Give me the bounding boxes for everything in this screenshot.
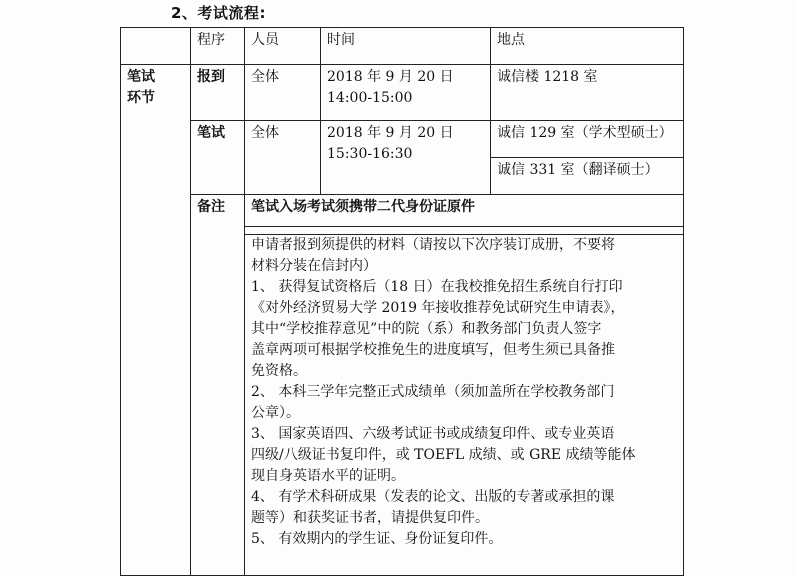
materials-line: 材料分装在信封内） <box>251 258 377 274</box>
note-label: 备注 <box>191 195 245 576</box>
step-checkin: 报到 <box>191 65 245 121</box>
exam-process-table <box>120 27 684 576</box>
note-headline: 笔试入场考试须携带二代身份证原件 <box>245 195 684 227</box>
materials-line: 1、 获得复试资格后（18 日）在我校推免招生系统自行打印 <box>251 279 623 295</box>
materials-line: 申请者报到须提供的材料（请按以下次序装订成册，不要将 <box>251 237 615 253</box>
date-text: 2018 年 9 月 20 日 <box>327 125 454 141</box>
table-row <box>121 121 684 158</box>
spacer-cell <box>245 227 684 235</box>
header-location: 地点 <box>491 28 684 65</box>
materials-line: 5、 有效期内的学生证、身份证复印件。 <box>251 531 503 547</box>
time-range-text: 14:00-15:00 <box>327 90 413 106</box>
header-step: 程序 <box>191 28 245 65</box>
materials-line: 四级/八级证书复印件，或 TOEFL 成绩、或 GRE 成绩等能体 <box>251 447 636 463</box>
note-row <box>121 195 684 227</box>
materials-line: 《对外经济贸易大学 2019 年接收推荐免试研究生申请表》， <box>251 300 625 316</box>
stage-label-line2: 环节 <box>127 90 155 106</box>
time-checkin <box>321 65 491 121</box>
materials-cell <box>245 235 684 576</box>
empty-header-cell <box>121 28 191 65</box>
materials-line: 3、 国家英语四、六级考试证书或成绩复印件、或专业英语 <box>251 426 615 442</box>
header-time: 时间 <box>321 28 491 65</box>
people-checkin: 全体 <box>245 65 321 121</box>
materials-line: 现自身英语水平的证明。 <box>251 468 405 484</box>
stage-cell <box>121 65 191 576</box>
materials-line: 盖章两项可根据学校推免生的进度填写，但考生须已具备推 <box>251 342 615 358</box>
materials-line: 公章）。 <box>251 405 300 421</box>
materials-list <box>251 235 677 550</box>
materials-line: 4、 有学术科研成果（发表的论文、出版的专著或承担的课 <box>251 489 615 505</box>
people-exam: 全体 <box>245 121 321 195</box>
section-heading: 2、考试流程: <box>171 4 266 22</box>
time-range-text: 15:30-16:30 <box>327 146 413 162</box>
location-checkin: 诚信楼 1218 室 <box>491 65 684 121</box>
location-exam-translation: 诚信 331 室（翻译硕士） <box>491 158 684 195</box>
materials-line: 其中“学校推荐意见”中的院（系）和教务部门负责人签字 <box>251 321 602 337</box>
header-people: 人员 <box>245 28 321 65</box>
location-exam-academic: 诚信 129 室（学术型硕士） <box>491 121 684 158</box>
stage-label-line1: 笔试 <box>127 69 155 85</box>
materials-line: 2、 本科三学年完整正式成绩单（须加盖所在学校教务部门 <box>251 384 615 400</box>
time-exam <box>321 121 491 195</box>
materials-line: 免资格。 <box>251 363 307 379</box>
step-exam: 笔试 <box>191 121 245 195</box>
materials-line: 题等）和获奖证书者，请提供复印件。 <box>251 510 489 526</box>
table-row <box>121 65 684 121</box>
date-text: 2018 年 9 月 20 日 <box>327 69 454 85</box>
table-header-row <box>121 28 684 65</box>
